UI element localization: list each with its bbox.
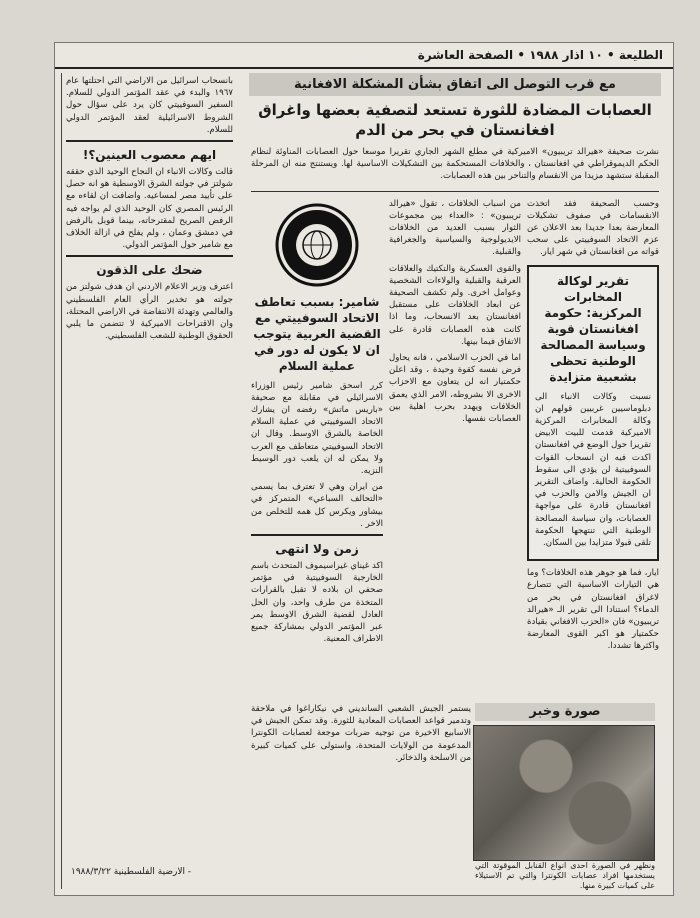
article-kicker: مع قرب التوصل الى اتفاق بشأن المشكلة الافغانية	[249, 73, 661, 96]
logo	[251, 202, 383, 288]
main-area	[245, 73, 665, 713]
lower-col3-text: اما في الحزب الاسلامي ، فانه يحاول فرض نفسه كقوة وحيدة ، وقد اعلن حكمتيار انه لن يتعاون مع الاحزاب الاخرى الا بشروطه، الامر الذي يعمق الخلافات ويهدد بحرب اهلية بين العصابات نفسها.	[389, 353, 521, 425]
lower-col1-text: ايار، فما هو جوهر هذه الخلافات؟ وما هي التيارات الاساسية التي تتصارع لاغراق افغانستان في بحر من الدماء؟ استنادا الى تقرير الـ «هيرالد تريبيون» فان «الحزب الافغاني بقيادة حكمتيار هو اكبر القوى المعارضة واكثرها تشددا.	[527, 568, 659, 652]
cia-report-title: تقرير لوكالة المخابرات المركزية: حكومة افغانستان قوية وسياسة المصالحة الوطنية تحظى بشعبية متزايدة	[540, 273, 646, 384]
article-col-a-text: وحسب الصحيفة فقد اتخذت الانقسامات في صفوف تشكيلات المعارضة بعدا جديدا بعد الاعلان عن عزم الاتحاد السوفييتي على سحب قواته من افغانستان في شهر ايار.	[527, 198, 659, 258]
photo-side-text: يستمر الجيش الشعبي السانديني في نيكاراغوا في ملاحقة وتدمير قواعد العصابات المعادية للثورة. وقد تمكن الجيش في الاسابيع الاخيرة من توجيه ضربات موجعة لعصابات الكونترا المدعومة من الولايات المتحدة، واستولى على كميات كبيرة من الاسلحة والذخائر.	[251, 704, 471, 763]
page-header	[55, 43, 673, 69]
left-top-text: بانسحاب اسرائيل من الاراضي التي احتلتها عام ١٩٦٧ والبدء في عقد المؤتمر الدولي للسلام. السفير السوفييتي كان يرد على سؤال حول الشروط الاسرائيلية لعقد المؤتمر الدولي للسلام.	[66, 76, 233, 135]
article-col-c-text: من ايران وهي لا تعترف بما يسمى «التحالف السباعي» المتمركز في بيشاور ويكرس كل همه للتخلص من الاخر .	[251, 482, 383, 529]
article-col-c	[251, 198, 383, 657]
divider	[66, 255, 233, 257]
photo-side-text-wrap	[61, 703, 471, 881]
article-intro-box	[251, 146, 659, 192]
section-text-time: اكد غيناي غيراسيموف المتحدث باسم الخارجية السوفييتية في مؤتمر صحفي ان بلاده لا تقبل بالقرارات المتخذة من طرف واحد، وان الحل العادل لقضية الشرق الاوسط يمر عبر المؤتمر الدولي بمشاركة جميع الاطراف المعنية.	[251, 561, 383, 645]
lower-col2-text: والقوى العسكرية والتكتيك والعلاقات العرقية والقبلية والولاءات الشخصية وعوامل اخرى. ولم تكشف الصحيفة عن ابعاد الخلافات على مستقبل افغانستان بعد الانسحاب، وما اذا كانت هذه العصابات قادرة على الاتفاق فيما بينها.	[389, 263, 521, 347]
section-text-mockery: اعترف وزير الاعلام الاردني ان هدف شولتز من جولته هو تخدير الرأي العام الفلسطيني والعالمي وتهدئة الانتفاضة في الاراضي المحتلة، وان الاقتراحات الاميركية لا تتضمن ما يلبي الحقوق الوطنية للشعب الفلسطيني.	[66, 282, 233, 342]
article-columns	[251, 198, 659, 657]
footer-source: - الارضية الفلسطينية ١٩٨٨/٣/٢٢	[71, 867, 192, 877]
newspaper-page	[54, 42, 674, 896]
divider	[66, 140, 233, 142]
article-col-b-text: من اسباب الخلافات ، تقول «هيرالد تريبيون» : «العداء بين مجموعات الثوار بسبب العديد من الخلافات الايديولوجية والسياسية والجغرافية والقبلية.	[389, 198, 521, 258]
article-headline: العصابات المضادة للثورة تستعد لتصفية بعضها واغراق افغانستان في بحر من الدم	[258, 101, 652, 139]
shamir-title: شامير: بسبب تعاطف الاتحاد السوفييتي مع القضية العربية يتوجب ان لا يكون له دور في عملية السلام	[253, 294, 381, 373]
photo-news-block	[61, 703, 661, 890]
globe-logo-icon	[274, 202, 360, 288]
article-intro: نشرت صحيفة «هيرالد تريبيون» الاميركية في مطلع الشهر الجاري تقريرا موسعا حول العصابات المناوئة لنظام الحكم الديموقراطي في افغانستان ، والخلافات المستحكمة بين التشكيلات الاساسية لها. ويستنتج منه ان المرحلة المقبلة ستشهد مزيدا من الانقسام والتناحر بين هذه العصابات.	[251, 147, 659, 182]
section-title-mockery: ضحك على الذقون	[96, 263, 203, 278]
cia-report-box	[527, 265, 659, 562]
shamir-text: كرر اسحق شامير رئيس الوزراء الاسرائيلي في مقابلة مع صحيفة «باريس ماتش» رفضه ان يشارك الاتحاد السوفييتي في عملية السلام الخاصة بالشرق الاوسط. وقال ان الاتحاد السوفييتي متعاطف مع العرب ولا يمكن له ان يلعب دور الوسيط النزيه.	[251, 380, 383, 477]
section-title-blindfolded: ايهم معصوب العينين؟!	[82, 148, 217, 163]
article-col-a	[527, 198, 659, 657]
edition-line: الطليعة • ١٠ اذار ١٩٨٨ • الصفحة العاشرة	[417, 48, 663, 62]
section-text-blindfolded: قالت وكالات الانباء ان النجاح الوحيد الذي حققه شولتز في جولته الشرق الاوسطية هو انه حصل على تأييد مصر لمساعيه. واضافت ان لقاءه مع الرئيس المصري كان الوحيد الذي لم يواجه فيه الرفض الصريح لمقترحاته، بينما قوبل بالرفض في دمشق وعمان ، ولم يفلح في ازالة الخلاف مع شامير حول المؤتمر الدولي.	[66, 167, 233, 251]
news-photo	[473, 725, 655, 861]
divider	[251, 534, 383, 536]
photo-title: صورة وخبر	[475, 703, 655, 721]
cia-report-text: نسبت وكالات الانباء الى دبلوماسيين غربيين قولهم ان وكالة المخابرات المركزية الاميركية قدمت للبيت الابيض تقريرا حول الوضع في افغانستان اكدت فيه ان انسحاب القوات السوفييتية لن يؤدي الى سقوط الحكومة الحالية. واضاف التقرير ان الجيش والامن والحزب في افغانستان قادرة على مواجهة العصابات، وان سياسة المصالحة الوطنية التي تنتهجها الحكومة تلقى قبولا متزايدا بين السكان.	[535, 391, 651, 549]
section-title-time: زمن ولا انتهى	[275, 542, 359, 557]
photo-caption: ونظهر في الصورة احدى انواع القنابل الموقوتة التي يستخدمها افراد عصابات الكونترا والتي تم الاستيلاء على كميات كبيرة منها.	[475, 861, 655, 890]
article-col-b	[389, 198, 521, 657]
